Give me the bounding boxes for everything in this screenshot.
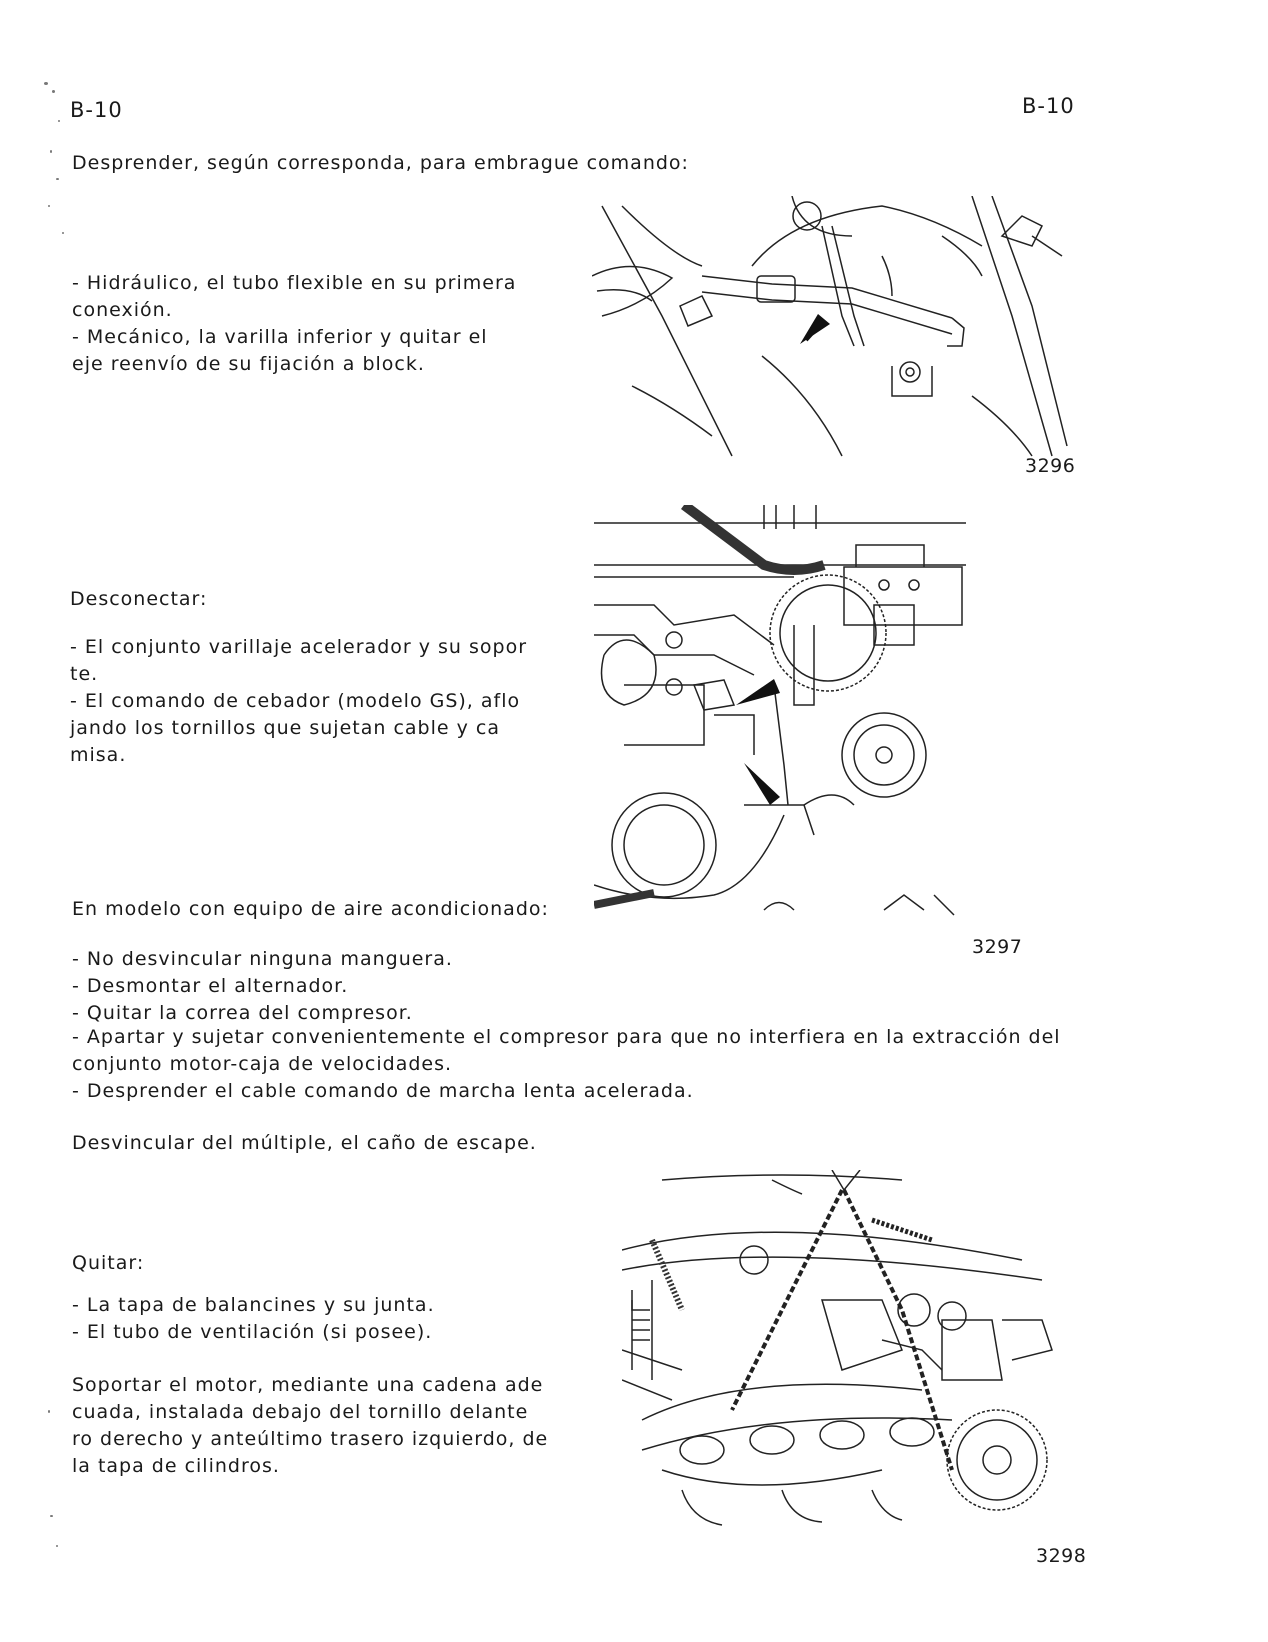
para-desvincular: Desvincular del múltiple, el caño de escape.	[72, 1132, 537, 1154]
list-item: jando los tornillos que sujetan cable y ca	[70, 717, 500, 739]
list-item: - Apartar y sujetar convenientemente el compresor para que no interfiera en la extracción del	[72, 1026, 1061, 1048]
figure-clutch-line	[592, 196, 1072, 458]
list-item: - Desprender el cable comando de marcha lenta acelerada.	[72, 1080, 694, 1102]
list-item: conexión.	[72, 299, 173, 321]
figure-engine-chain	[622, 1170, 1062, 1530]
heading-desconectar: Desconectar:	[70, 588, 208, 610]
figure-carburetor	[594, 505, 966, 925]
figure-number-3298: 3298	[1036, 1545, 1087, 1567]
page-number-right: B-10	[1022, 94, 1075, 118]
para-line: ro derecho y anteúltimo trasero izquierdo, de	[72, 1428, 549, 1450]
list-item: - El tubo de ventilación (si posee).	[72, 1321, 433, 1343]
list-item: - El comando de cebador (modelo GS), aflo	[70, 690, 521, 712]
heading-quitar: Quitar:	[72, 1252, 145, 1274]
page-number-left: B-10	[70, 98, 123, 122]
list-item: - Hidráulico, el tubo flexible en su primera	[72, 272, 517, 294]
list-item: - Quitar la correa del compresor.	[72, 1002, 413, 1024]
para-line: cuada, instalada debajo del tornillo delante	[72, 1401, 529, 1423]
para-line: la tapa de cilindros.	[72, 1455, 280, 1477]
list-item: eje reenvío de su fijación a block.	[72, 353, 425, 375]
list-item: misa.	[70, 744, 127, 766]
figure-3297-drawing	[594, 505, 966, 925]
figure-number-3297: 3297	[972, 936, 1023, 958]
list-item: - El conjunto varillaje acelerador y su sopor	[70, 636, 528, 658]
list-item: te.	[70, 663, 99, 685]
list-item: - No desvincular ninguna manguera.	[72, 948, 453, 970]
list-item: conjunto motor-caja de velocidades.	[72, 1053, 453, 1075]
intro-text: Desprender, según corresponda, para embrague comando:	[72, 152, 689, 174]
figure-3298-drawing	[622, 1170, 1062, 1530]
list-item: - Desmontar el alternador.	[72, 975, 349, 997]
figure-number-3296: 3296	[1025, 455, 1076, 477]
para-line: Soportar el motor, mediante una cadena ade	[72, 1374, 544, 1396]
figure-3296-drawing	[592, 196, 1072, 458]
list-item: - Mecánico, la varilla inferior y quitar el	[72, 326, 488, 348]
list-item: - La tapa de balancines y su junta.	[72, 1294, 435, 1316]
heading-aire: En modelo con equipo de aire acondicionado:	[72, 898, 549, 920]
